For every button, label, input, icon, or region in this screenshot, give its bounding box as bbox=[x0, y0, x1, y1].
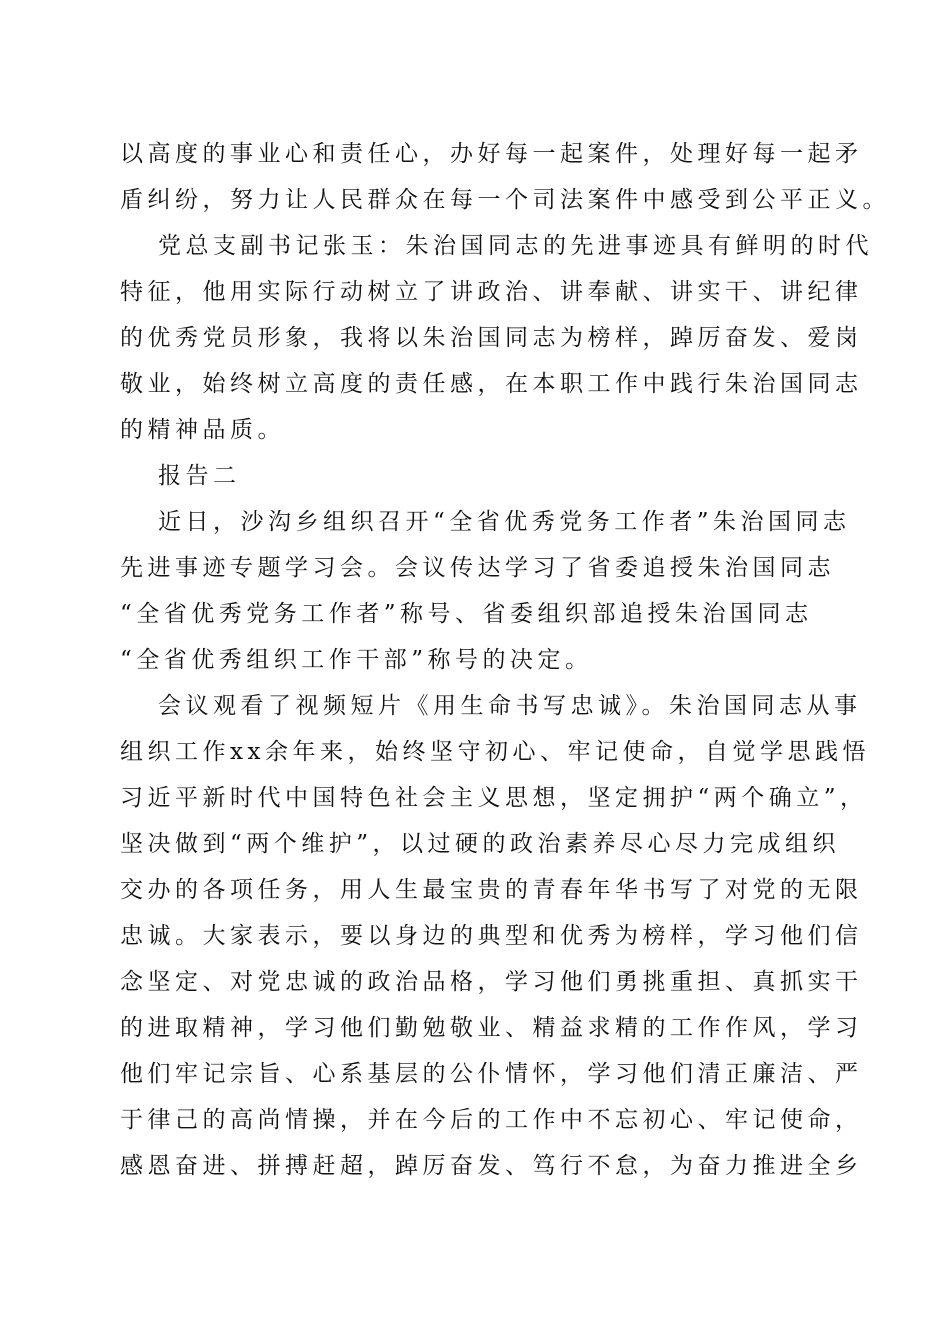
text-line: 交办的各项任务，用人生最宝贵的青春年华书写了对党的无限 bbox=[120, 877, 863, 903]
text-line: 念坚定、对党忠诚的政治品格，学习他们勇挑重担、真抓实干 bbox=[120, 969, 863, 995]
text-line: 感恩奋进、拼搏赶超，踔厉奋发、笃行不怠，为奋力推进全乡 bbox=[120, 1153, 863, 1179]
text-line: 敬业，始终树立高度的责任感，在本职工作中践行朱治国同志 bbox=[120, 371, 863, 397]
text-line: 组织工作xx余年来，始终坚守初心、牢记使命，自觉学思践悟 bbox=[120, 739, 870, 765]
text-line: 近日，沙沟乡组织召开“全省优秀党务工作者”朱治国同志 bbox=[158, 509, 851, 535]
text-line: 的优秀党员形象，我将以朱治国同志为榜样，踔厉奋发、爱岗 bbox=[120, 325, 863, 351]
text-line: 盾纠纷，努力让人民群众在每一个司法案件中感受到公平正义。 bbox=[120, 187, 890, 213]
text-line: 坚决做到“两个维护”，以过硬的政治素养尽心尽力完成组织 bbox=[120, 831, 841, 857]
text-line: 以高度的事业心和责任心，办好每一起案件，处理好每一起矛 bbox=[120, 141, 863, 167]
text-line: 的进取精神，学习他们勤勉敬业、精益求精的工作作风，学习 bbox=[120, 1015, 863, 1041]
text-line: 于律己的高尚情操，并在今后的工作中不忘初心、牢记使命， bbox=[120, 1107, 863, 1133]
text-line: “全省优秀组织工作干部”称号的决定。 bbox=[120, 647, 593, 673]
text-line: 他们牢记宗旨、心系基层的公仆情怀，学习他们清正廉洁、严 bbox=[120, 1061, 863, 1087]
text-line: 会议观看了视频短片《用生命书写忠诚》。朱治国同志从事 bbox=[158, 693, 862, 719]
text-line: 党总支副书记张玉：朱治国同志的先进事迹具有鲜明的时代 bbox=[158, 233, 873, 259]
text-line: 先进事迹专题学习会。会议传达学习了省委追授朱治国同志 bbox=[120, 555, 835, 581]
text-line: 特征，他用实际行动树立了讲政治、讲奉献、讲实干、讲纪律 bbox=[120, 279, 863, 305]
text-line: 的精神品质。 bbox=[120, 417, 285, 443]
text-line: “全省优秀党务工作者”称号、省委组织部追授朱治国同志 bbox=[120, 601, 813, 627]
text-line: 忠诚。大家表示，要以身边的典型和优秀为榜样，学习他们信 bbox=[120, 923, 863, 949]
document-body bbox=[120, 131, 890, 1189]
section-heading: 报告二 bbox=[158, 463, 241, 489]
text-line: 习近平新时代中国特色社会主义思想，坚定拥护“两个确立”， bbox=[120, 785, 868, 811]
